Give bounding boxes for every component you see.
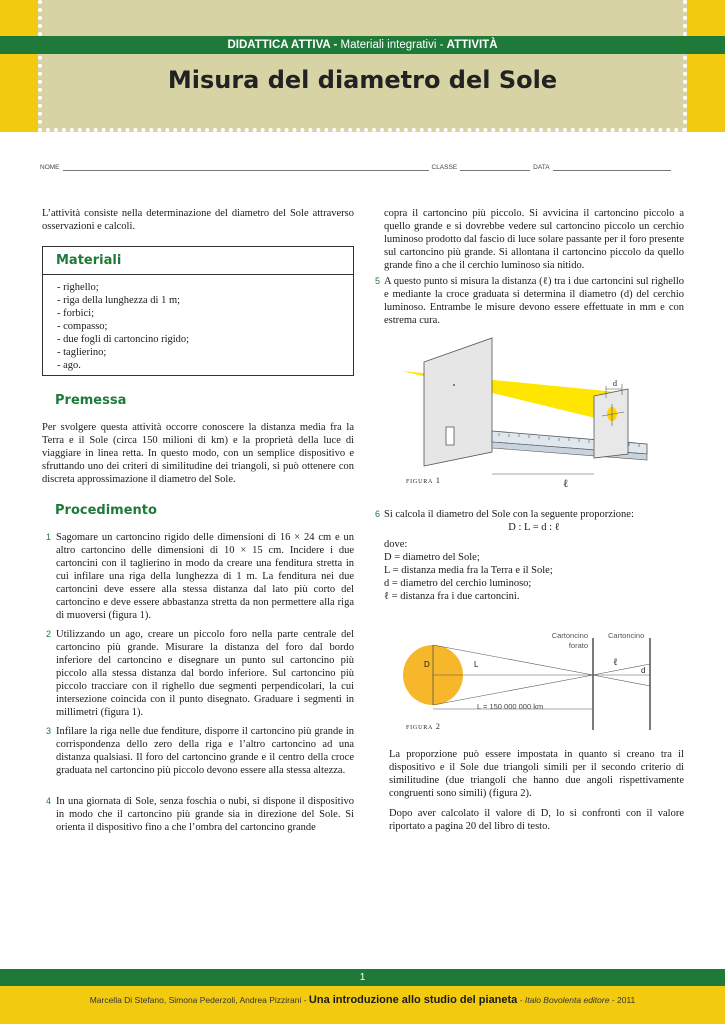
nome-label: NOME [40, 164, 60, 171]
large-card-shape [424, 338, 492, 466]
closing-paragraph-2: Dopo aver calcolato il valore di D, lo si confronti con il valore riportato a pagina 20 del libro di testo. [389, 808, 684, 832]
fig2-distance-label: L = 150 000 000 km [477, 702, 544, 711]
classe-field[interactable] [460, 165, 530, 171]
step-1-text: Sagomare un cartoncino rigido delle dimensioni di 16 × 24 cm e un altro cartoncino delle dimensioni di 10 × 15 cm. Incidere i due cartoncini con il taglierino in modo da creare una fenditura stretta in cui infilare una riga della lunghezza di 1 m. La fenditura nei due cartoncini deve essere alla stessa distanza dal lato più corto del cartoncino e deve essere abbastanza stretta da non permettere alla riga di muoversi (figura 1). [56, 532, 354, 621]
student-info-line [40, 164, 682, 171]
step-3-text: Infilare la riga nelle due fenditure, disporre il cartoncino più grande in corrispondenza dello zero della riga e l’altro cartoncino ad una distanza qualsiasi. Il foro del cartoncino grande e il centro della croce graduata nel cartoncino più piccolo devono essere alla stessa altezza. [56, 726, 354, 776]
header-yellow-right [683, 0, 725, 132]
footer-credits [0, 994, 725, 1006]
nome-field[interactable] [63, 165, 429, 171]
list-item: - forbici; [57, 308, 95, 319]
premessa-text: Per svolgere questa attività occorre conoscere la distanza media fra la Terra e il Sole (circa 150 milioni di km) e la proprietà della luce di viaggiare in linea retta. In questo modo, con un semplice dispositivo e sfruttando uno dei criteri di similitudine dei triangoli, si può ottenere con discreta approssimazione il diametro del Sole. [42, 422, 354, 485]
footer-authors: Marcella Di Stefano, Simona Pederzoli, Andrea Pizzirani - [89, 995, 309, 1005]
step-6-text: Si calcola il diametro del Sole con la seguente proporzione: [384, 509, 634, 520]
data-label: DATA [533, 164, 550, 171]
card-slot-shape [446, 427, 454, 445]
pinhole-mark [453, 384, 455, 386]
step-5-text: A questo punto si misura la distanza (ℓ) tra i due cartoncini sul righello e mediante la croce graduata si determina il diametro (d) del cerchio luminoso. Entrambe le misure devono essere effettuate in mm e con estrema cura. [384, 276, 684, 326]
data-field[interactable] [553, 165, 671, 171]
fig2-forato-line2: forato [568, 641, 588, 650]
materiali-title: Materiali [56, 253, 122, 268]
list-item: - due fogli di cartoncino rigido; [57, 334, 190, 345]
band-label-attivita: ATTIVITÀ [446, 39, 498, 51]
similar-triangles-lines [433, 645, 650, 705]
list-item: - ago. [57, 360, 81, 371]
band-label-didattica: DIDATTICA ATTIVA - [227, 39, 338, 51]
procedimento-title: Procedimento [55, 503, 157, 518]
list-item: L = distanza media fra la Terra e il Sole; [384, 565, 553, 576]
header-yellow-left [0, 0, 40, 132]
fig2-label-D: D [424, 660, 430, 669]
materiali-box [42, 246, 354, 376]
proportion-formula: D : L = d : ℓ [508, 522, 560, 533]
classe-label: CLASSE [431, 164, 458, 171]
list-item: dove: [384, 539, 408, 550]
fig1-label-l: ℓ [563, 478, 569, 490]
step-number: 3 [46, 726, 52, 736]
page-number: 1 [359, 972, 366, 983]
step-number: 1 [46, 532, 52, 542]
list-item: - riga della lunghezza di 1 m; [57, 295, 181, 306]
list-item: - taglierino; [57, 347, 107, 358]
footer-publisher: - Italo Bovolenta editore [517, 995, 610, 1005]
materiali-header [43, 247, 353, 275]
fig2-label-cartoncino: Cartoncino [608, 631, 645, 640]
list-item: ℓ = distanza fra i due cartoncini. [384, 591, 520, 602]
fig2-label-l: ℓ [613, 657, 618, 668]
premessa-title: Premessa [55, 393, 127, 408]
fig2-label-L: L [474, 660, 479, 669]
fig1-label-d: d [613, 379, 617, 388]
list-item: - compasso; [57, 321, 108, 332]
footer-year: - 2011 [609, 995, 636, 1005]
figura-1-caption: figura 1 [406, 476, 441, 485]
figura-1-diagram [384, 334, 684, 494]
fig2-forato-line1: Cartoncino [551, 631, 588, 640]
footer-book-title: Una introduzione allo studio del pianeta [308, 994, 518, 1006]
small-card-shape [594, 389, 628, 458]
step-number: 6 [375, 509, 381, 519]
step-4-text: In una giornata di Sole, senza foschia o nubi, si dispone il dispositivo in modo che il cartoncino più grande sia in direzione del Sole. Si orienta il dispositivo fino a che l’ombra del cartoncino grande [56, 796, 354, 833]
band-label-materiali: Materiali integrativi - [337, 39, 447, 51]
fig2-label-d: d [641, 666, 646, 675]
closing-paragraph-1: La proporzione può essere impostata in quanto si creano tra il dispositivo e il Sole due triangoli simili per il secondo criterio di similitudine (due triangoli che hanno due angoli rispettivamente congruenti sono simili) (figura 2). [389, 749, 684, 799]
variables-list [384, 538, 684, 603]
step-2-text: Utilizzando un ago, creare un piccolo foro nella parte centrale del cartoncino più grande. Misurare la distanza del foro dal bordo inferiore del cartoncino e disegnare un punto sul cartoncino più piccolo alla stessa distanza dal bordo inferiore. Sul cartoncino più piccolo tracciare con il righello due segmenti perpendicolari, la cui intersezione coincida con il punto disegnato. Graduare i segmenti in millimetri (figura 1). [56, 629, 354, 718]
step-number: 2 [46, 629, 52, 639]
fig2-label-forato [548, 631, 588, 651]
step-number: 5 [375, 276, 381, 286]
list-item: D = diametro del Sole; [384, 552, 480, 563]
materiali-list [57, 281, 189, 372]
step-number: 4 [46, 796, 52, 806]
header-band-text [0, 36, 725, 54]
list-item: - righello; [57, 282, 99, 293]
list-item: d = diametro del cerchio luminoso; [384, 578, 532, 589]
figura-2-caption: figura 2 [406, 722, 441, 731]
intro-text: L’attività consiste nella determinazione del diametro del Sole attraverso osservazioni e calcoli. [42, 208, 354, 232]
page-title: Misura del diametro del Sole [167, 66, 558, 94]
step-4-continued-text: copra il cartoncino più piccolo. Si avvicina il cartoncino piccolo a quello grande e si dovrebbe vedere sul cartoncino piccolo un cerchio luminoso prodotto dal fascio di luce solare passante per il foro presente sul cartoncino più grande. Si allontana il cartoncino piccolo da quello grande fino a che il cerchio luminoso sia nitido. [384, 208, 684, 271]
